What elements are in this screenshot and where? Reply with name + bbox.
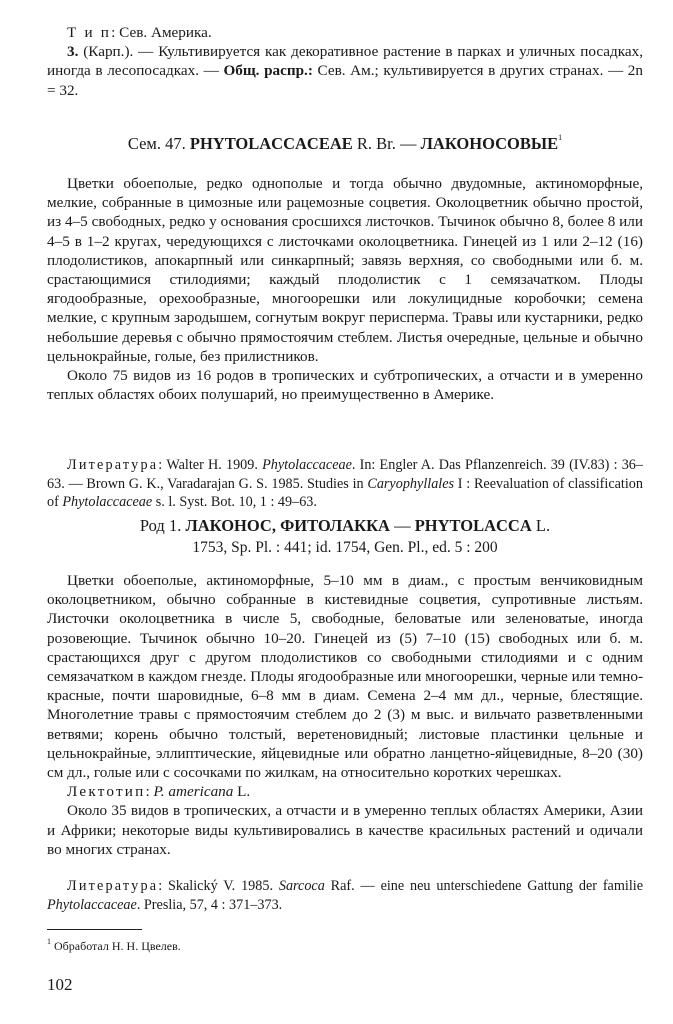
page-number: 102 [47,975,73,994]
family-literature [47,456,643,512]
genus-literature [47,877,643,914]
literature-label: Литература [67,878,159,894]
family-number: Сем. 47. [127,134,190,153]
lectotype-label: Лектотип [67,783,146,801]
family-heading-line [47,134,643,154]
type-block [47,23,643,100]
genus-author: L. [531,516,551,535]
footnote-reference[interactable]: 1 [558,133,563,142]
type-line [47,23,643,42]
cultivation-text: (Карп.). — Культивируется как декоративное растение в парках и уличных посадках, иногда в лесопосадках. — [47,43,643,80]
literature-text: Raf. — eine neu unterschiedene Gattung der familie [324,878,644,894]
footnote-divider [47,929,142,930]
genus-citation: 1753, Sp. Pl. : 441; id. 1754, Gen. Pl., ed. 5 : 200 [192,539,498,556]
literature-italic: Phytolaccaceae [62,494,153,511]
lectotype-author: L. [233,783,251,801]
genus-heading-line [47,515,643,537]
literature-text: . In: Engler A. Das Pflanzenreich. 39 (IV.83) : 36–63. — Brown G. K., Varadarajan G. S. 1985. Studies in [47,457,643,492]
family-author: R. Br. — [352,134,421,153]
lectotype-species: P. americana [153,783,234,801]
section-number: 3. [67,43,79,61]
literature-italic: Phytolaccaceae [47,896,137,913]
family-distribution: Около 75 видов из 16 родов в тропических и субтропических, а отчасти и в умеренно теплых областях обоих полушарий, но преимущественно в Америке. [47,367,643,404]
family-heading [47,134,643,154]
literature-label: Литература [67,457,159,473]
family-russian-name: ЛАКОНОСОВЫЕ [420,134,559,153]
distribution-label: Общ. распр.: [223,62,313,80]
heading-dash: — [389,516,415,535]
literature-text: I : Reevaluation of classification of [47,475,643,511]
literature-text: : Skalický V. 1985. [158,878,279,894]
literature-italic: Sarcoca [278,878,325,894]
literature-text: . Preslia, 57, 4 : 371–373. [136,896,283,913]
family-literature-text [47,456,643,512]
family-description: Цветки обоеполые, редко однополые и тогда обычно двудомные, актиноморфные, мелкие, собранные в цимозные или рацемозные соцветия. Околоцветник обычно простой, из 4–5 свободных, редко у основания сросшихся листочков. Тычинок обычно 8, более 8 или 4–5 в 1–2 кругах, чередующихся с листочками околоцветника. Гинецей из 1 или 2–12 (16) плодолистиков, апокарпный или синкарпный; завязь верхняя, со свободными или б. м. срастающимися стилодиями; каждый плодолистик с 1 семязачатком. Плоды ягодообразные, орехообразные, многоорешки или локулицидные коробочки; семена мелкие, с крупным зародышем, согнутым вокруг перисперма. Травы или кустарники, редко небольшие деревья с обычно прямостоячим стеблем. Листья очередные, цельные и обычно цельнокрайные, голые, без прилистников. [47,175,643,365]
distribution-text: Сев. Ам.; культивируется в других странах. — 2n = 32. [47,62,643,99]
cultivation-paragraph [47,42,643,100]
literature-italic: Caryophyllales [367,475,455,492]
footnote [47,937,643,955]
family-latin-name: PHYTOLACCACEAE [189,134,353,153]
genus-number: Род 1. [139,516,186,535]
genus-heading [47,515,643,559]
genus-latin-name: PHYTOLACCA [414,516,532,535]
type-value: : Сев. Америка. [111,24,212,41]
literature-italic: Phytolaccaceae [262,457,352,473]
genus-body [47,571,643,859]
type-label: Т и п [67,24,112,41]
lectotype-sep: : [145,783,154,801]
genus-distribution: Около 35 видов в тропических, а отчасти и в умеренно теплых областях Америки, Азии и Африки; некоторые виды культивировались в качестве красильных растений и одичали во многих странах. [47,802,643,858]
genus-russian-name: ЛАКОНОС, ФИТОЛАККА [185,516,390,535]
footnote-text: Обработал Н. Н. Цвелев. [51,939,181,953]
literature-text: s. l. Syst. Bot. 10, 1 : 49–63. [152,494,317,511]
footnote-mark: 1 [47,937,51,946]
lectotype-line [47,782,643,801]
family-body [47,174,643,404]
genus-literature-text [47,877,643,914]
genus-description: Цветки обоеполые, актиноморфные, 5–10 мм в диам., с простым венчиковидным околоцветником, обычно собранные в кистевидные соцветия, супротивные листьям. Листочки околоцветника в числе 5, свободные, беловатые или зеленоватые, иногда розовеющие. Тычинок обычно 10–20. Гинецей из (5) 7–10 (15) свободных или б. м. срастающихся друг с другом плодолистиков со свободными стилодиями и с одним семязачатком в каждом гнезде. Плоды ягодообразные или многоорешки, черные или темно-красные, почти шаровидные, 6–8 мм в диам. Семена 2–4 мм дл., черные, блестящие. Многолетние травы с прямостоячим стеблем до 2 (3) м выс. и вильчато разветвленными ветвями; корень обычно толстый, веретеновидный; листовые пластинки цельные и цельнокрайные, эллиптические, яйцевидные или обратно ланцетно-яйцевидные, 8–20 (30) см дл., голые или с сосочками по жилкам, на относительно коротких черешках. [47,572,643,782]
literature-text: : Walter H. 1909. [158,457,263,473]
